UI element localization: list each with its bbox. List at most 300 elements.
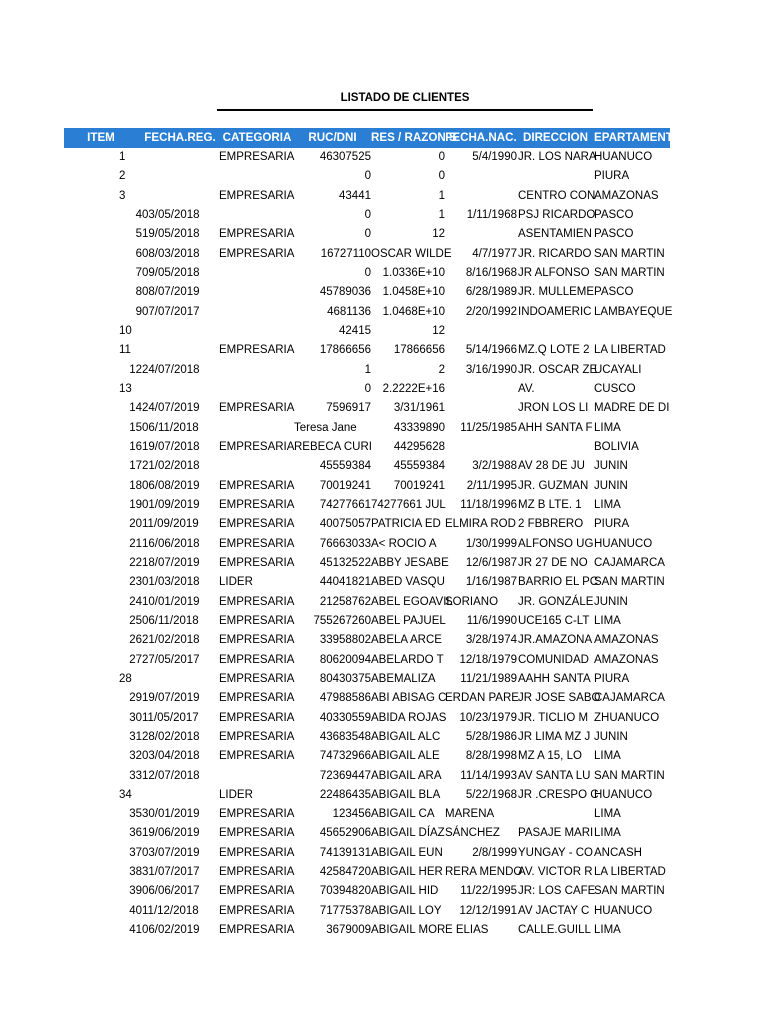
cell-categoria[interactable]: EMPRESARIA bbox=[219, 402, 295, 415]
cell-razon-social[interactable]: OSCAR WILDE bbox=[371, 247, 452, 260]
cell-razon-social[interactable]: 3/31/1961 bbox=[393, 402, 445, 415]
header-categoria[interactable]: CATEGORIA bbox=[222, 131, 292, 144]
cell-item[interactable]: 21 bbox=[129, 537, 142, 550]
cell-item[interactable]: 28 bbox=[119, 672, 132, 685]
cell-razon-social[interactable]: 0 bbox=[438, 151, 445, 163]
cell-direccion[interactable]: AAHH SANTA bbox=[518, 672, 591, 685]
cell-fecha-reg[interactable]: 06/06/2017 bbox=[142, 885, 200, 898]
cell-ruc-dni[interactable]: 71775378 bbox=[319, 904, 371, 917]
cell-direccion[interactable]: MZ A 15, LO bbox=[518, 750, 582, 763]
cell-fecha-nac[interactable]: 3/28/1974 bbox=[465, 634, 517, 647]
cell-fecha-nac[interactable]: 11/18/1996 bbox=[460, 498, 517, 511]
cell-ruc-dni[interactable]: 43683548 bbox=[319, 730, 371, 743]
cell-item[interactable]: 22 bbox=[129, 556, 142, 569]
cell-fecha-nac[interactable]: ELMIRA ROD bbox=[445, 518, 516, 531]
cell-ruc-dni[interactable]: 80620094 bbox=[319, 653, 371, 666]
cell-departamento[interactable]: MADRE DE DI bbox=[594, 402, 670, 415]
cell-fecha-reg[interactable]: 06/08/2019 bbox=[142, 479, 200, 492]
cell-direccion[interactable]: UCE165 C-LT bbox=[518, 614, 590, 627]
cell-item[interactable]: 7 bbox=[135, 266, 142, 279]
cell-direccion[interactable]: JR. TICLIO M bbox=[518, 711, 589, 724]
cell-fecha-reg[interactable]: 24/07/2018 bbox=[142, 363, 200, 376]
cell-categoria[interactable]: EMPRESARIA bbox=[219, 924, 295, 937]
cell-razon-social[interactable]: 12 bbox=[432, 324, 445, 337]
cell-direccion[interactable]: AV 28 DE JU bbox=[518, 460, 585, 473]
cell-departamento[interactable]: LIMA bbox=[594, 750, 621, 763]
cell-ruc-dni[interactable]: 40075057 bbox=[319, 518, 371, 531]
header-fecha-nac[interactable]: FECHA.NAC. bbox=[445, 131, 517, 144]
cell-item[interactable]: 20 bbox=[129, 518, 142, 531]
cell-item[interactable]: 10 bbox=[119, 324, 132, 337]
cell-categoria[interactable]: EMPRESARIA bbox=[219, 634, 295, 647]
cell-ruc-dni[interactable]: 0 bbox=[364, 228, 371, 241]
cell-direccion[interactable]: JR: LOS CAFE bbox=[518, 885, 596, 898]
cell-razon-social[interactable]: 43339890 bbox=[393, 421, 445, 434]
cell-ruc-dni[interactable]: 16727110 bbox=[320, 247, 371, 260]
cell-departamento[interactable]: BOLIVIA bbox=[594, 440, 639, 453]
cell-direccion[interactable]: PSJ RICARDO bbox=[518, 208, 596, 221]
cell-departamento[interactable]: CUSCO bbox=[594, 382, 636, 395]
cell-direccion[interactable]: ASENTAMIEN bbox=[518, 228, 592, 241]
cell-categoria[interactable]: EMPRESARIA bbox=[219, 808, 295, 821]
cell-fecha-nac[interactable]: ERDAN PARE bbox=[445, 692, 519, 705]
cell-departamento[interactable]: JUNIN bbox=[594, 460, 628, 473]
cell-categoria[interactable]: EMPRESARIA bbox=[219, 885, 295, 898]
cell-direccion[interactable]: AV. bbox=[518, 382, 535, 395]
cell-razon-social[interactable]: 2.2222E+16 bbox=[382, 382, 445, 395]
cell-item[interactable]: 14 bbox=[129, 402, 142, 415]
cell-item[interactable]: 12 bbox=[129, 363, 142, 376]
cell-fecha-reg[interactable]: 19/07/2018 bbox=[142, 440, 200, 453]
cell-item[interactable]: 33 bbox=[129, 769, 142, 782]
cell-fecha-reg[interactable]: 19/05/2018 bbox=[142, 228, 200, 241]
cell-departamento[interactable]: JUNIN bbox=[594, 595, 628, 608]
cell-categoria[interactable]: EMPRESARIA bbox=[219, 344, 295, 357]
cell-fecha-nac[interactable]: 8/16/1968 bbox=[465, 266, 517, 279]
cell-ruc-dni[interactable]: 21258762 bbox=[319, 595, 371, 608]
cell-razon-social[interactable]: 12 bbox=[432, 228, 445, 241]
cell-direccion[interactable]: INDOAMERIC bbox=[518, 305, 592, 318]
cell-departamento[interactable]: LIMA bbox=[594, 827, 621, 840]
cell-departamento[interactable]: AMAZONAS bbox=[594, 653, 659, 666]
cell-fecha-nac[interactable]: 5/28/1986 bbox=[465, 730, 517, 743]
cell-item[interactable]: 2 bbox=[119, 170, 126, 183]
cell-departamento[interactable]: PIURA bbox=[594, 170, 630, 183]
cell-departamento[interactable]: JUNIN bbox=[594, 479, 628, 492]
cell-fecha-nac[interactable]: 1/11/1968 bbox=[466, 208, 517, 221]
cell-fecha-nac[interactable]: 11/21/1989 bbox=[460, 672, 517, 685]
cell-departamento[interactable]: SAN MARTIN bbox=[594, 247, 665, 260]
cell-item[interactable]: 5 bbox=[135, 228, 142, 241]
cell-fecha-nac[interactable]: 12/18/1979 bbox=[459, 653, 517, 666]
cell-ruc-dni[interactable]: 33958802 bbox=[319, 634, 371, 647]
cell-departamento[interactable]: SAN MARTIN bbox=[594, 885, 665, 898]
cell-departamento[interactable]: JUNIN bbox=[594, 730, 628, 743]
cell-direccion[interactable]: AV JACTAY C bbox=[518, 904, 590, 917]
cell-direccion[interactable]: AV SANTA LU bbox=[518, 769, 591, 782]
cell-item[interactable]: 11 bbox=[119, 344, 131, 357]
cell-razon-social[interactable]: 2 bbox=[438, 363, 445, 376]
cell-departamento[interactable]: LA LIBERTAD bbox=[594, 866, 666, 879]
cell-razon-social[interactable]: 1.0468E+10 bbox=[382, 305, 445, 318]
cell-ruc-dni[interactable]: 45652906 bbox=[319, 827, 371, 840]
header-razon-social[interactable]: RES / RAZON S bbox=[371, 131, 457, 144]
header-ruc-dni[interactable]: RUC/DNI bbox=[308, 131, 357, 144]
cell-fecha-reg[interactable]: 06/02/2019 bbox=[142, 924, 200, 937]
cell-item[interactable]: 40 bbox=[129, 904, 142, 917]
cell-ruc-dni[interactable]: 0 bbox=[364, 208, 371, 221]
cell-fecha-reg[interactable]: 08/03/2018 bbox=[142, 247, 200, 260]
cell-fecha-reg[interactable]: 19/06/2019 bbox=[142, 827, 200, 840]
cell-departamento[interactable]: CAJAMARCA bbox=[594, 556, 665, 569]
cell-direccion[interactable]: JR ALFONSO bbox=[518, 266, 590, 279]
cell-fecha-nac[interactable]: 11/14/1993 bbox=[460, 769, 517, 782]
cell-ruc-dni[interactable]: 3679009 bbox=[326, 924, 371, 937]
cell-fecha-reg[interactable]: 01/03/2018 bbox=[142, 576, 200, 589]
cell-departamento[interactable]: LIMA bbox=[594, 498, 621, 511]
cell-categoria[interactable]: EMPRESARIA bbox=[219, 189, 295, 202]
cell-departamento[interactable]: AMAZONAS bbox=[594, 634, 659, 647]
cell-ruc-dni[interactable]: 72369447 bbox=[319, 769, 371, 782]
cell-departamento[interactable]: PASCO bbox=[594, 286, 634, 299]
cell-fecha-nac[interactable]: 11/22/1995 bbox=[460, 885, 517, 898]
cell-categoria[interactable]: EMPRESARIA bbox=[219, 711, 295, 724]
cell-item[interactable]: 27 bbox=[129, 653, 142, 666]
cell-razon-social[interactable]: ABIGAIL HID bbox=[371, 885, 439, 898]
cell-categoria[interactable]: EMPRESARIA bbox=[219, 672, 295, 685]
cell-direccion[interactable]: MZ.Q LOTE 2 bbox=[518, 344, 590, 357]
cell-item[interactable]: 15 bbox=[129, 421, 142, 434]
cell-item[interactable]: 25 bbox=[129, 614, 142, 627]
cell-categoria[interactable]: EMPRESARIA bbox=[219, 904, 295, 917]
cell-item[interactable]: 13 bbox=[119, 382, 132, 395]
cell-razon-social[interactable]: ABIGAIL ALE bbox=[371, 750, 440, 763]
cell-ruc-dni[interactable]: 123456 bbox=[332, 808, 371, 821]
cell-direccion[interactable]: JR 27 DE NO bbox=[518, 556, 588, 569]
cell-ruc-dni[interactable]: 45559384 bbox=[319, 460, 371, 473]
cell-ruc-dni[interactable]: 40330559 bbox=[319, 711, 371, 724]
cell-fecha-nac[interactable]: 6/28/1989 bbox=[465, 286, 517, 299]
header-direccion[interactable]: DIRECCION bbox=[522, 131, 589, 144]
cell-categoria[interactable]: EMPRESARIA bbox=[219, 498, 295, 511]
cell-ruc-dni[interactable]: 0 bbox=[364, 266, 371, 279]
cell-departamento[interactable]: CAJAMARCA bbox=[594, 692, 665, 705]
cell-direccion[interactable]: JR. GUZMAN bbox=[518, 479, 589, 492]
cell-fecha-reg[interactable]: 11/12/2018 bbox=[142, 904, 199, 917]
cell-fecha-reg[interactable]: 08/07/2019 bbox=[142, 286, 200, 299]
cell-direccion[interactable]: JRON LOS LI bbox=[518, 402, 589, 415]
cell-razon-social[interactable]: ABI ABISAG C bbox=[371, 692, 447, 705]
cell-departamento[interactable]: ZHUANUCO bbox=[594, 711, 660, 724]
cell-fecha-reg[interactable]: 16/06/2018 bbox=[142, 537, 200, 550]
cell-categoria[interactable]: EMPRESARIA bbox=[219, 247, 295, 260]
cell-categoria[interactable]: EMPRESARIA bbox=[219, 846, 295, 859]
cell-direccion[interactable]: CENTRO CON bbox=[518, 189, 596, 202]
cell-item[interactable]: 6 bbox=[135, 247, 142, 260]
cell-departamento[interactable]: LIMA bbox=[594, 924, 621, 937]
cell-fecha-nac[interactable]: MARENA bbox=[445, 808, 495, 821]
cell-categoria[interactable]: LIDER bbox=[219, 576, 253, 589]
cell-item[interactable]: 36 bbox=[129, 827, 142, 840]
cell-ruc-dni[interactable]: 42584720 bbox=[319, 866, 371, 879]
cell-categoria[interactable]: EMPRESARIA bbox=[219, 440, 295, 453]
cell-item[interactable]: 35 bbox=[129, 808, 142, 821]
cell-ruc-dni[interactable]: REBECA CURI bbox=[294, 440, 372, 453]
cell-ruc-dni[interactable]: 17866656 bbox=[319, 344, 371, 357]
cell-departamento[interactable]: PASCO bbox=[594, 228, 634, 241]
cell-ruc-dni[interactable]: 74277661 bbox=[319, 498, 371, 511]
cell-item[interactable]: 34 bbox=[119, 788, 132, 801]
cell-categoria[interactable]: EMPRESARIA bbox=[219, 866, 295, 879]
cell-razon-social[interactable]: ABIGAIL ALC bbox=[371, 730, 441, 743]
cell-categoria[interactable]: EMPRESARIA bbox=[219, 556, 295, 569]
cell-direccion[interactable]: JR.AMAZONA bbox=[518, 634, 593, 647]
cell-razon-social[interactable]: ABIGAIL DÍAZ bbox=[371, 827, 445, 840]
cell-departamento[interactable]: HUANUCO bbox=[594, 788, 653, 801]
header-item[interactable]: ITEM bbox=[87, 131, 115, 144]
cell-razon-social[interactable]: 44295628 bbox=[393, 440, 445, 453]
cell-razon-social[interactable]: ABIGAIL ARA bbox=[371, 769, 442, 782]
cell-departamento[interactable]: PASCO bbox=[594, 208, 634, 221]
header-fecha-reg[interactable]: FECHA.REG. bbox=[144, 131, 216, 144]
cell-item[interactable]: 39 bbox=[129, 885, 142, 898]
cell-ruc-dni[interactable]: 44041821 bbox=[319, 576, 371, 589]
cell-ruc-dni[interactable]: 70394820 bbox=[319, 885, 371, 898]
cell-razon-social[interactable]: 70019241 bbox=[393, 479, 445, 492]
cell-fecha-nac[interactable]: 1/30/1999 bbox=[465, 537, 517, 550]
cell-fecha-nac[interactable]: 2/11/1995 bbox=[466, 479, 517, 492]
cell-fecha-nac[interactable]: 8/28/1998 bbox=[465, 750, 517, 763]
cell-direccion[interactable]: 2 FBBRERO bbox=[518, 518, 584, 531]
cell-ruc-dni[interactable]: 46307525 bbox=[319, 151, 371, 163]
cell-fecha-nac[interactable]: 12/12/1991 bbox=[459, 904, 517, 917]
cell-razon-social[interactable]: ABELA ARCE bbox=[371, 634, 442, 647]
cell-categoria[interactable]: LIDER bbox=[219, 788, 253, 801]
cell-ruc-dni[interactable]: 45789036 bbox=[319, 286, 371, 299]
cell-item[interactable]: 29 bbox=[129, 692, 142, 705]
cell-direccion[interactable]: PASAJE MARI bbox=[518, 827, 594, 840]
cell-razon-social[interactable]: 1.0458E+10 bbox=[382, 286, 445, 299]
cell-item[interactable]: 41 bbox=[129, 924, 142, 937]
cell-direccion[interactable]: JR LIMA MZ J bbox=[518, 730, 591, 743]
cell-departamento[interactable]: LAMBAYEQUE bbox=[594, 305, 673, 318]
cell-item[interactable]: 24 bbox=[129, 595, 142, 608]
cell-direccion[interactable]: YUNGAY - CO bbox=[518, 846, 593, 859]
cell-direccion[interactable]: AHH SANTA F bbox=[518, 421, 593, 434]
cell-razon-social[interactable]: 1.0336E+10 bbox=[382, 266, 445, 279]
cell-fecha-reg[interactable]: 27/05/2017 bbox=[142, 653, 200, 666]
cell-direccion[interactable]: JR. GONZÁLE bbox=[518, 595, 594, 608]
cell-ruc-dni[interactable]: 74139131 bbox=[319, 846, 371, 859]
cell-razon-social[interactable]: ABIGAIL HER bbox=[371, 866, 443, 879]
cell-categoria[interactable]: EMPRESARIA bbox=[219, 479, 295, 492]
cell-ruc-dni[interactable]: 74732966 bbox=[319, 750, 371, 763]
cell-direccion[interactable]: COMUNIDAD bbox=[518, 653, 589, 666]
cell-categoria[interactable]: EMPRESARIA bbox=[219, 750, 295, 763]
cell-fecha-reg[interactable]: 01/09/2019 bbox=[142, 498, 200, 511]
cell-item[interactable]: 1 bbox=[119, 151, 126, 163]
cell-fecha-nac[interactable]: 3/16/1990 bbox=[465, 363, 517, 376]
cell-departamento[interactable]: PIURA bbox=[594, 672, 630, 685]
cell-departamento[interactable]: HUANUCO bbox=[594, 537, 653, 550]
cell-departamento[interactable]: HUANUCO bbox=[594, 151, 653, 163]
header-departamento[interactable]: EPARTAMENTO bbox=[594, 131, 682, 144]
cell-item[interactable]: 26 bbox=[129, 634, 142, 647]
cell-fecha-nac[interactable]: 2/8/1999 bbox=[472, 846, 517, 859]
cell-ruc-dni[interactable]: 45132522 bbox=[319, 556, 371, 569]
cell-direccion[interactable]: ALFONSO UG bbox=[518, 537, 594, 550]
cell-categoria[interactable]: EMPRESARIA bbox=[219, 653, 295, 666]
cell-departamento[interactable]: UCAYALI bbox=[594, 363, 642, 376]
cell-fecha-reg[interactable]: 10/01/2019 bbox=[142, 595, 200, 608]
cell-categoria[interactable]: EMPRESARIA bbox=[219, 537, 295, 550]
cell-fecha-nac[interactable]: RERA MENDO bbox=[445, 866, 523, 879]
cell-ruc-dni[interactable]: 22486435 bbox=[319, 788, 371, 801]
cell-razon-social[interactable]: 45559384 bbox=[393, 460, 445, 473]
cell-item[interactable]: 30 bbox=[129, 711, 142, 724]
cell-ruc-dni[interactable]: Teresa Jane bbox=[294, 421, 357, 434]
cell-direccion[interactable]: JR .CRESPO C bbox=[518, 788, 599, 801]
cell-razon-social[interactable]: ABIGAIL CA bbox=[371, 808, 435, 821]
cell-razon-social[interactable]: ABBY JESABE bbox=[371, 556, 449, 569]
cell-fecha-reg[interactable]: 11/09/2019 bbox=[142, 518, 199, 531]
cell-razon-social[interactable]: 17866656 bbox=[393, 344, 445, 357]
cell-razon-social[interactable]: 1 bbox=[438, 189, 445, 202]
cell-fecha-nac[interactable]: 5/4/1990 bbox=[472, 151, 517, 163]
cell-ruc-dni[interactable]: 43441 bbox=[339, 189, 371, 202]
cell-categoria[interactable]: EMPRESARIA bbox=[219, 151, 295, 163]
cell-fecha-reg[interactable]: 06/11/2018 bbox=[142, 614, 199, 627]
cell-item[interactable]: 9 bbox=[135, 305, 142, 318]
cell-razon-social[interactable]: ABIGAIL BLA bbox=[371, 788, 441, 801]
cell-fecha-nac[interactable]: 1/16/1987 bbox=[465, 576, 517, 589]
cell-razon-social[interactable]: 74277661 JUL bbox=[371, 498, 446, 511]
cell-item[interactable]: 3 bbox=[119, 189, 126, 202]
cell-fecha-nac[interactable]: SORIANO bbox=[445, 595, 499, 608]
cell-fecha-reg[interactable]: 24/07/2019 bbox=[142, 402, 200, 415]
cell-razon-social[interactable]: ABIGAIL LOY bbox=[371, 904, 442, 917]
cell-fecha-nac[interactable]: SÁNCHEZ bbox=[445, 827, 500, 840]
cell-departamento[interactable]: LIMA bbox=[594, 421, 621, 434]
cell-fecha-reg[interactable]: 03/07/2019 bbox=[142, 846, 200, 859]
cell-ruc-dni[interactable]: 4681136 bbox=[327, 305, 371, 318]
cell-ruc-dni[interactable]: 0 bbox=[364, 382, 371, 395]
cell-ruc-dni[interactable]: 70019241 bbox=[319, 479, 371, 492]
cell-razon-social[interactable]: 0 bbox=[438, 170, 445, 183]
cell-ruc-dni[interactable]: 47988586 bbox=[319, 692, 371, 705]
cell-departamento[interactable]: SAN MARTIN bbox=[594, 576, 665, 589]
cell-ruc-dni[interactable]: 42415 bbox=[339, 324, 371, 337]
cell-fecha-nac[interactable]: 11/6/1990 bbox=[466, 614, 517, 627]
cell-categoria[interactable]: EMPRESARIA bbox=[219, 614, 295, 627]
cell-direccion[interactable]: JR. RICARDO bbox=[518, 247, 592, 260]
cell-razon-social[interactable]: A< ROCIO A bbox=[371, 537, 437, 550]
cell-departamento[interactable]: LIMA bbox=[594, 614, 621, 627]
cell-razon-social[interactable]: ABEL EGOAVIL bbox=[371, 595, 453, 608]
cell-fecha-reg[interactable]: 19/07/2019 bbox=[142, 692, 200, 705]
cell-fecha-nac[interactable]: 5/22/1968 bbox=[465, 788, 517, 801]
cell-item[interactable]: 19 bbox=[129, 498, 142, 511]
cell-item[interactable]: 8 bbox=[135, 286, 142, 299]
cell-fecha-nac[interactable]: 12/6/1987 bbox=[465, 556, 517, 569]
cell-categoria[interactable]: EMPRESARIA bbox=[219, 730, 295, 743]
cell-item[interactable]: 17 bbox=[129, 460, 142, 473]
cell-departamento[interactable]: SAN MARTIN bbox=[594, 266, 665, 279]
cell-categoria[interactable]: EMPRESARIA bbox=[219, 228, 295, 241]
cell-direccion[interactable]: JR. MULLEME bbox=[518, 286, 595, 299]
cell-item[interactable]: 38 bbox=[129, 866, 142, 879]
cell-direccion[interactable]: BARRIO EL PC bbox=[518, 576, 599, 589]
cell-fecha-nac[interactable]: E ELIAS bbox=[445, 924, 489, 937]
cell-ruc-dni[interactable]: 1 bbox=[364, 363, 371, 376]
cell-fecha-nac[interactable]: 3/2/1988 bbox=[472, 460, 517, 473]
cell-ruc-dni[interactable]: 0 bbox=[364, 170, 371, 183]
cell-departamento[interactable]: AMAZONAS bbox=[594, 189, 659, 202]
cell-razon-social[interactable]: ABEMALIZA bbox=[371, 672, 436, 685]
cell-item[interactable]: 18 bbox=[129, 479, 142, 492]
cell-direccion[interactable]: JR. LOS NARA bbox=[518, 151, 597, 163]
cell-fecha-reg[interactable]: 12/07/2018 bbox=[142, 769, 200, 782]
cell-item[interactable]: 37 bbox=[129, 846, 142, 859]
cell-fecha-nac[interactable]: 5/14/1966 bbox=[465, 344, 517, 357]
cell-fecha-reg[interactable]: 09/05/2018 bbox=[142, 266, 200, 279]
cell-item[interactable]: 16 bbox=[129, 440, 142, 453]
cell-fecha-reg[interactable]: 03/05/2018 bbox=[142, 208, 200, 221]
cell-razon-social[interactable]: ABEL PAJUEL bbox=[371, 614, 446, 627]
cell-departamento[interactable]: HUANUCO bbox=[594, 904, 653, 917]
cell-item[interactable]: 23 bbox=[129, 576, 142, 589]
cell-fecha-reg[interactable]: 28/02/2018 bbox=[142, 730, 200, 743]
cell-fecha-reg[interactable]: 07/07/2017 bbox=[142, 305, 200, 318]
cell-fecha-reg[interactable]: 11/05/2017 bbox=[142, 711, 199, 724]
cell-categoria[interactable]: EMPRESARIA bbox=[219, 692, 295, 705]
cell-categoria[interactable]: EMPRESARIA bbox=[219, 518, 295, 531]
cell-departamento[interactable]: LA LIBERTAD bbox=[594, 344, 666, 357]
cell-fecha-reg[interactable]: 21/02/2018 bbox=[142, 460, 200, 473]
cell-fecha-nac[interactable]: 11/25/1985 bbox=[460, 421, 517, 434]
cell-fecha-reg[interactable]: 03/04/2018 bbox=[142, 750, 200, 763]
cell-direccion[interactable]: JR. OSCAR ZE bbox=[518, 363, 598, 376]
cell-direccion[interactable]: JR JOSE SABO bbox=[518, 692, 601, 705]
cell-fecha-nac[interactable]: 4/7/1977 bbox=[472, 247, 517, 260]
cell-razon-social[interactable]: ABELARDO T bbox=[371, 653, 444, 666]
cell-fecha-nac[interactable]: 2/20/1992 bbox=[465, 305, 517, 318]
cell-fecha-reg[interactable]: 30/01/2019 bbox=[142, 808, 200, 821]
cell-item[interactable]: 32 bbox=[129, 750, 142, 763]
cell-direccion[interactable]: CALLE.GUILL bbox=[518, 924, 591, 937]
cell-razon-social[interactable]: ABED VASQU bbox=[371, 576, 445, 589]
cell-razon-social[interactable]: ABIGAIL EUN bbox=[371, 846, 443, 859]
cell-ruc-dni[interactable]: 755267260 bbox=[313, 614, 371, 627]
cell-departamento[interactable]: LIMA bbox=[594, 808, 621, 821]
cell-razon-social[interactable]: ABIGAIL MOR bbox=[371, 924, 446, 937]
cell-razon-social[interactable]: ABIDA ROJAS bbox=[371, 711, 447, 724]
cell-razon-social[interactable]: 1 bbox=[438, 208, 445, 221]
cell-fecha-reg[interactable]: 31/07/2017 bbox=[142, 866, 200, 879]
cell-ruc-dni[interactable]: 80430375 bbox=[319, 672, 371, 685]
cell-fecha-reg[interactable]: 06/11/2018 bbox=[142, 421, 199, 434]
cell-departamento[interactable]: PIURA bbox=[594, 518, 630, 531]
cell-razon-social[interactable]: PATRICIA ED bbox=[371, 518, 441, 531]
cell-ruc-dni[interactable]: 7596917 bbox=[326, 402, 371, 415]
cell-departamento[interactable]: SAN MARTIN bbox=[594, 769, 665, 782]
cell-fecha-reg[interactable]: 21/02/2018 bbox=[142, 634, 200, 647]
cell-ruc-dni[interactable]: 76663033 bbox=[319, 537, 371, 550]
cell-categoria[interactable]: EMPRESARIA bbox=[219, 595, 295, 608]
cell-departamento[interactable]: ANCASH bbox=[594, 846, 642, 859]
cell-direccion[interactable]: AV. VICTOR R bbox=[518, 866, 593, 879]
cell-fecha-reg[interactable]: 18/07/2019 bbox=[142, 556, 200, 569]
